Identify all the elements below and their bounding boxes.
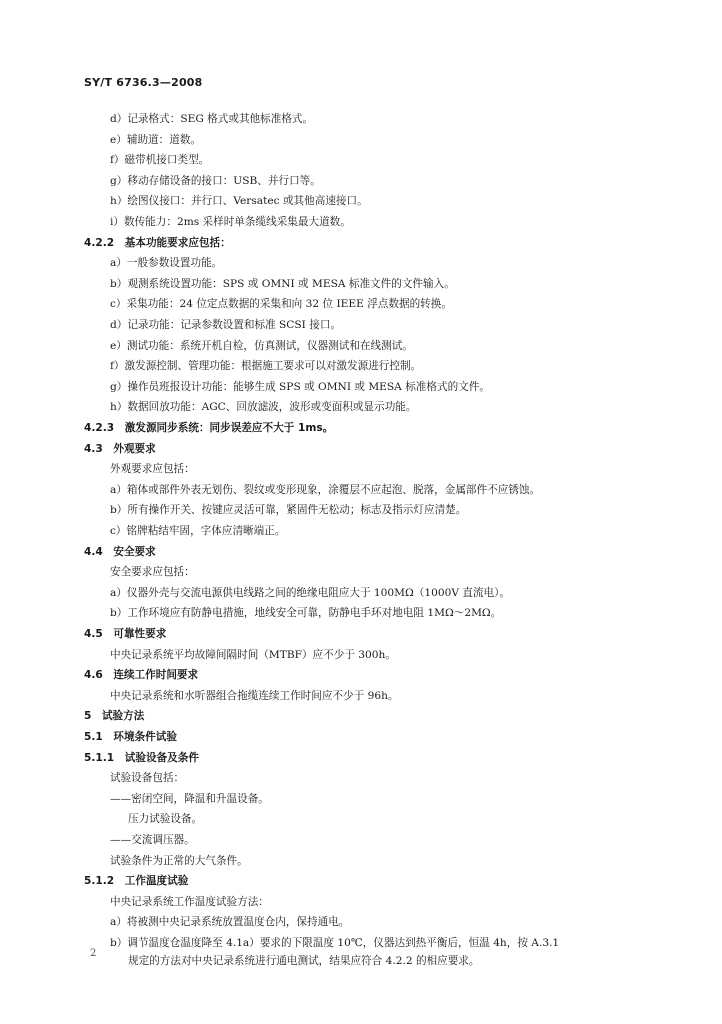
section-heading: 4.2.3 激发源同步系统：同步误差应不大于 1ms。 — [84, 422, 334, 434]
body-line: e）测试功能：系统开机自检，仿真测试，仪器测试和在线测试。 — [110, 339, 413, 352]
body-line: 中央记录系统平均故障间隔时间（MTBF）应不少于 300h。 — [110, 648, 396, 661]
body-line: i）数传能力：2ms 采样时单条缆线采集最大道数。 — [110, 216, 351, 228]
section-heading: 5.1 环境条件试验 — [84, 731, 177, 743]
body-line: b）所有操作开关、按键应灵活可靠，紧固件无松动；标志及指示灯应清楚。 — [110, 504, 467, 517]
body-line: c）采集功能：24 位定点数据的采集和向 32 位 IEEE 浮点数据的转换。 — [110, 298, 452, 311]
section-heading: 4.4 安全要求 — [84, 545, 156, 558]
body-line: e）辅助道：道数。 — [110, 133, 202, 146]
body-line: a）一般参数设置功能。 — [110, 257, 223, 270]
standard-code-header: SY/T 6736.3—2008 — [84, 76, 203, 89]
body-line: 外观要求应包括： — [110, 463, 195, 476]
section-heading: 4.3 外观要求 — [84, 442, 156, 455]
body-line: 规定的方法对中央记录系统进行通电测试，结果应符合 4.2.2 的相应要求。 — [128, 955, 480, 967]
section-heading: 5.1.1 试验设备及条件 — [84, 751, 199, 764]
body-line: h）数据回放功能：AGC、回放滤波，波形或变面积或显示功能。 — [110, 401, 417, 414]
body-line: a）箱体或部件外表无划伤、裂纹或变形现象，涂覆层不应起泡、脱落，金属部件不应锈蚀。 — [110, 483, 541, 496]
body-line: g）移动存储设备的接口：USB、并行口等。 — [110, 174, 321, 187]
body-line: h）绘图仪接口：并行口、Versatec 或其他高速接口。 — [110, 195, 368, 208]
body-line: g）操作员班报设计功能：能够生成 SPS 或 OMNI 或 MESA 标准格式的文件。 — [110, 380, 490, 393]
body-line: f）磁带机接口类型。 — [110, 154, 210, 167]
body-line: 试验条件为正常的大气条件。 — [110, 854, 248, 867]
body-line: 压力试验设备。 — [128, 813, 203, 826]
body-line: 安全要求应包括： — [110, 566, 195, 579]
body-line: d）记录功能：记录参数设置和标准 SCSI 接口。 — [110, 319, 342, 331]
section-heading: 4.2.2 基本功能要求应包括： — [84, 236, 231, 249]
body-line: d）记录格式：SEG 格式或其他标准格式。 — [110, 113, 314, 125]
body-line: 中央记录系统工作温度试验方法： — [110, 895, 269, 908]
body-line: 中央记录系统和水听器组合拖缆连续工作时间应不少于 96h。 — [110, 689, 399, 702]
section-heading: 4.6 连续工作时间要求 — [84, 669, 199, 682]
body-line: b）工作环境应有防静电措施，地线安全可靠，防静电手环对地电阻 1MΩ～2MΩ。 — [110, 607, 502, 620]
body-line: a）仪器外壳与交流电源供电线路之间的绝缘电阻应大于 100MΩ（1000V 直流电）。 — [110, 586, 511, 599]
section-heading: 5 试验方法 — [84, 710, 145, 723]
body-line: 试验设备包括： — [110, 772, 185, 785]
section-heading: 4.5 可靠性要求 — [84, 628, 167, 640]
body-line: ——交流调压器。 — [110, 834, 195, 846]
body-line: a）将被测中央记录系统放置温度仓内，保持通电。 — [110, 916, 350, 929]
page-number: 2 — [90, 948, 97, 959]
body-line: b）观测系统设置功能：SPS 或 OMNI 或 MESA 标准文件的文件输入。 — [110, 277, 455, 290]
body-line: c）铭牌粘结牢固，字体应清晰端正。 — [110, 525, 286, 537]
section-heading: 5.1.2 工作温度试验 — [84, 875, 189, 888]
body-line: f）激发源控制、管理功能：根据施工要求可以对激发源进行控制。 — [110, 360, 422, 373]
body-line: ——密闭空间，降温和升温设备。 — [110, 792, 269, 805]
body-line: b）调节温度仓温度降至 4.1a）要求的下限温度 10℃，仪器达到热平衡后，恒温 4h，按 A.3.1 — [110, 937, 560, 949]
